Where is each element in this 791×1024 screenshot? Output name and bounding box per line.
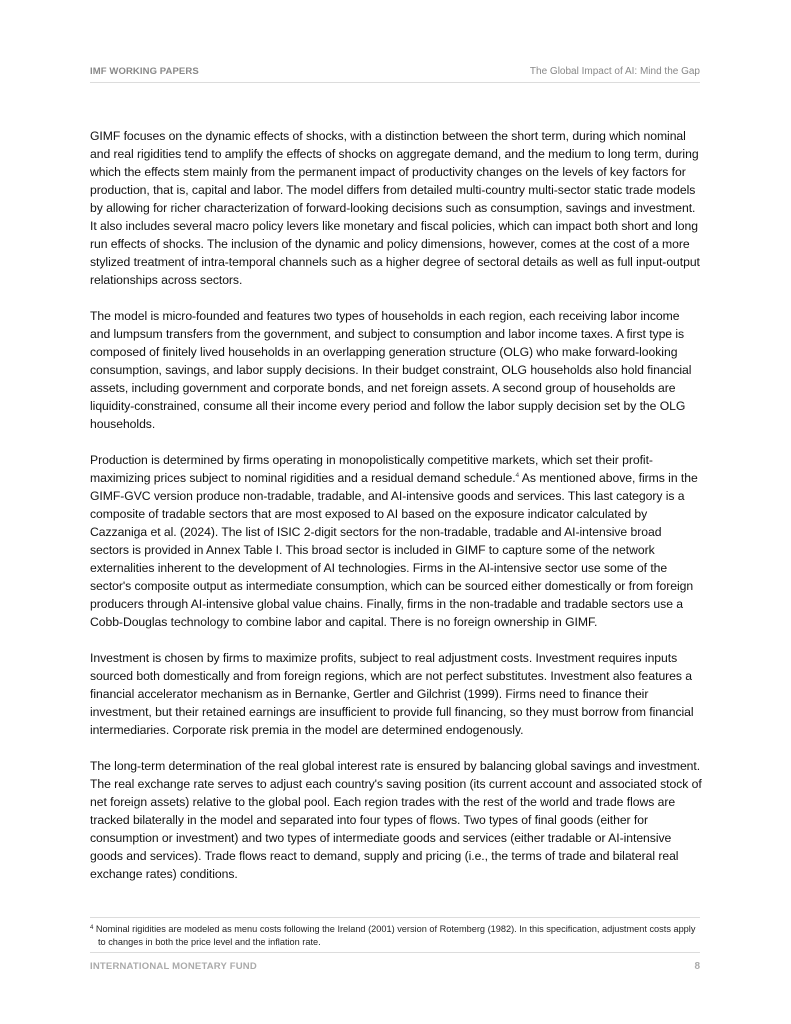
paragraph: The long-term determination of the real global interest rate is ensured by balancing global savings and investment. The real exchange rate serves to adjust each country's saving position (its current account and associated stock of net foreign assets) relative to the global pool. Each region trades with the rest of the world and trade flows are tracked bilaterally in the model and separated into four types of flows. Two types of final goods (either for consumption or investment) and two types of intermediate goods and services (either tradable or AI-intensive goods and services). Trade flows react to demand, supply and pricing (i.e., the terms of trade and bilateral real exchange rates) conditions.	[90, 759, 702, 881]
paragraph-text: As mentioned above, firms in the GIMF-GVC version produce non-tradable, tradable, and AI-intensive goods and services. This last category is a composite of tradable sectors that are most exposed to AI based on the exposure indicator calculated by Cazzaniga et al. (2024). The list of ISIC 2-digit sectors for the non-tradable, tradable and AI-intensive broad sectors is provided in Annex Table I. This broad sector is included in GIMF to capture some of the network externalities inherent to the development of AI technologies. Firms in the AI-intensive sector use some of the sector's composite output as intermediate consumption, which can be sourced either domestically or from foreign producers through AI-intensive global value chains. Finally, firms in the non-tradable and tradable sectors use a Cobb-Douglas technology to combine labor and capital. There is no foreign ownership in GIMF.	[90, 471, 698, 629]
page-header	[90, 64, 700, 83]
body-text	[90, 127, 702, 901]
footnotes-section	[90, 917, 700, 948]
footnote-text: Nominal rigidities are modeled as menu costs following the Ireland (2001) version of Rotemberg (1982). In this specification, adjustment costs apply to changes in both the price level and the inflation rate.	[93, 924, 696, 947]
page-footer	[90, 952, 700, 973]
paragraph: GIMF focuses on the dynamic effects of shocks, with a distinction between the short term, during which nominal and real rigidities tend to amplify the effects of shocks on aggregate demand, and the medium to long term, during which the effects stem mainly from the permanent impact of productivity changes on the levels of key factors for production, that is, capital and labor. The model differs from detailed multi-country multi-sector static trade models by allowing for richer characterization of forward-looking decisions such as consumption, savings and investment. It also includes several macro policy levers like monetary and fiscal policies, which can impact both short and long run effects of shocks. The inclusion of the dynamic and policy dimensions, however, comes at the cost of a more stylized treatment of intra-temporal channels such as a higher degree of sectoral details as well as full input-output relationships across sectors.	[90, 129, 700, 287]
paragraph: Investment is chosen by firms to maximize profits, subject to real adjustment costs. Investment requires inputs sourced both domestically and from foreign regions, which are not perfect substitutes. Investment also features a financial accelerator mechanism as in Bernanke, Gertler and Gilchrist (1999). Firms need to finance their investment, but their retained earnings are insufficient to provide full financing, so they must borrow from financial intermediaries. Corporate risk premia in the model are determined endogenously.	[90, 651, 694, 737]
footnote-reference[interactable]: 4	[515, 472, 520, 479]
organization-label: INTERNATIONAL MONETARY FUND	[90, 961, 257, 972]
page-number: 8	[694, 961, 700, 972]
series-label: IMF WORKING PAPERS	[90, 66, 199, 77]
footnote	[90, 923, 700, 948]
footnote-mark: 4	[90, 925, 94, 931]
paragraph-text: Production is determined by firms operating in monopolistically competitive markets, which set their profit-maximizing prices subject to nominal rigidities and a residual demand schedule.	[90, 453, 653, 485]
paragraph	[90, 451, 702, 631]
paragraph: The model is micro-founded and features two types of households in each region, each receiving labor income and lumpsum transfers from the government, and subject to consumption and labor income taxes. A first type is composed of finitely lived households in an overlapping generation structure (OLG) who make forward-looking consumption, savings, and labor supply decisions. In their budget constraint, OLG households also hold financial assets, including government and corporate bonds, and net foreign assets. A second group of households are liquidity-constrained, consume all their income every period and follow the labor supply decision set by the OLG households.	[90, 309, 692, 431]
paper-title: The Global Impact of AI: Mind the Gap	[529, 66, 700, 77]
